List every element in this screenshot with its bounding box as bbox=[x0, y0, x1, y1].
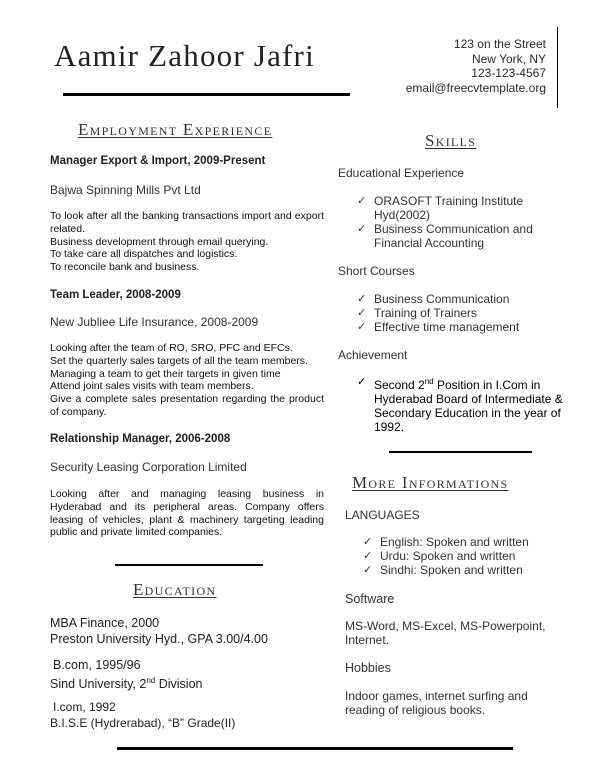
list-item: ✓ Business Communication and Financial Accounting bbox=[357, 222, 557, 250]
education-degree: B.com, 1995/96 bbox=[53, 658, 141, 672]
achievement-label: Achievement bbox=[338, 348, 408, 362]
list-item: ✓ English: Spoken and written bbox=[363, 535, 563, 549]
education-entry bbox=[50, 657, 203, 692]
job-description bbox=[50, 342, 324, 419]
education-entry bbox=[50, 615, 268, 647]
contact-phone: 123-123-4567 bbox=[471, 66, 546, 80]
job-line: Business development through email querying. bbox=[50, 235, 269, 248]
list-item bbox=[357, 375, 569, 434]
job-line: To reconcile bank and business. bbox=[50, 261, 200, 274]
contact-block bbox=[406, 37, 546, 95]
job-line: Looking after the team of RO, SRO, PFC and EFCs. bbox=[50, 342, 293, 354]
list-item: ✓ Training of Trainers bbox=[357, 306, 567, 320]
education-institution: Preston University Hyd., GPA 3.00/4.00 bbox=[50, 632, 268, 646]
institution-text: Division bbox=[155, 677, 203, 692]
list-item: ✓ Business Communication bbox=[357, 292, 567, 306]
employment-heading: Employment Experience bbox=[78, 120, 273, 139]
section-divider bbox=[115, 564, 263, 566]
education-degree: I.com, 1992 bbox=[53, 700, 116, 714]
section-divider bbox=[389, 451, 532, 453]
name-underline bbox=[63, 93, 350, 96]
more-info-heading: More Informations bbox=[352, 473, 509, 492]
job-company: Bajwa Spinning Mills Pvt Ltd bbox=[50, 183, 201, 197]
candidate-name: Aamir Zahoor Jafri bbox=[54, 38, 315, 73]
educational-experience-label: Educational Experience bbox=[338, 166, 465, 180]
languages-label: LANGUAGES bbox=[345, 508, 420, 522]
educational-list bbox=[357, 194, 557, 250]
job-company: New Jubliee Life Insurance, 2008-2009 bbox=[50, 315, 259, 329]
list-item: ✓ Urdu: Spoken and written bbox=[363, 549, 563, 563]
software-label: Software bbox=[345, 592, 395, 606]
education-heading: Education bbox=[133, 580, 217, 599]
job-title: Relationship Manager, 2006-2008 bbox=[50, 433, 231, 445]
contact-address: 123 on the Street bbox=[453, 37, 546, 51]
job-description: Looking after and managing leasing business in Hyderabad and its peripheral areas. Company offers leasing of vehicles, plant & machinery targeting leading public and private limited companies. bbox=[50, 488, 324, 539]
software-text: MS-Word, MS-Excel, MS-Powerpoint, Internet. bbox=[345, 619, 546, 647]
list-item: ✓ Sindhi: Spoken and written bbox=[363, 563, 563, 577]
achievement-list bbox=[357, 375, 569, 434]
short-courses-list bbox=[357, 292, 567, 334]
education-degree: MBA Finance, 2000 bbox=[50, 616, 160, 630]
ordinal-suffix: nd bbox=[146, 676, 156, 685]
achievement-text: Position in I.Com in Hyderabad Board of Intermediate & Secondary Education in the year of 1992. bbox=[374, 378, 563, 434]
languages-list bbox=[363, 535, 563, 577]
hobbies-text: Indoor games, internet surfing and reading of religious books. bbox=[345, 689, 528, 717]
job-company: Security Leasing Corporation Limited bbox=[50, 460, 247, 474]
job-title: Team Leader, 2008-2009 bbox=[50, 289, 181, 301]
education-institution bbox=[50, 673, 203, 692]
short-courses-label: Short Courses bbox=[338, 264, 415, 278]
education-institution: B.I.S.E (Hydrerabad), “B” Grade(II) bbox=[50, 716, 236, 730]
job-title: Manager Export & Import, 2009-Present bbox=[50, 155, 266, 167]
job-line: To take care all dispatches and logistics. bbox=[50, 248, 238, 261]
job-line: To look after all the banking transactions import and export related. bbox=[50, 210, 324, 235]
contact-city: New York, NY bbox=[471, 51, 546, 66]
institution-text: Sind University, 2 bbox=[50, 677, 147, 692]
skills-heading: Skills bbox=[425, 131, 477, 150]
job-line: Attend joint sales visits with team members. bbox=[50, 380, 254, 393]
job-line: Managing a team to get their targets in given time bbox=[50, 367, 281, 380]
footer-rule bbox=[117, 747, 513, 750]
education-entry bbox=[50, 699, 235, 731]
job-line: Set the quarterly sales targets of all the team members. bbox=[50, 354, 308, 367]
contact-email: email@freecvtemplate.org bbox=[405, 80, 546, 95]
hobbies-label: Hobbies bbox=[345, 661, 391, 675]
list-item: ✓ ORASOFT Training Institute Hyd(2002) bbox=[357, 194, 557, 222]
list-item: ✓ Effective time management bbox=[357, 320, 567, 334]
achievement-text: Second 2 bbox=[374, 378, 425, 392]
contact-divider bbox=[557, 27, 558, 108]
job-line: Give a complete sales presentation regarding the product of company. bbox=[50, 393, 324, 418]
job-description bbox=[50, 210, 324, 274]
ordinal-suffix: nd bbox=[424, 377, 434, 386]
